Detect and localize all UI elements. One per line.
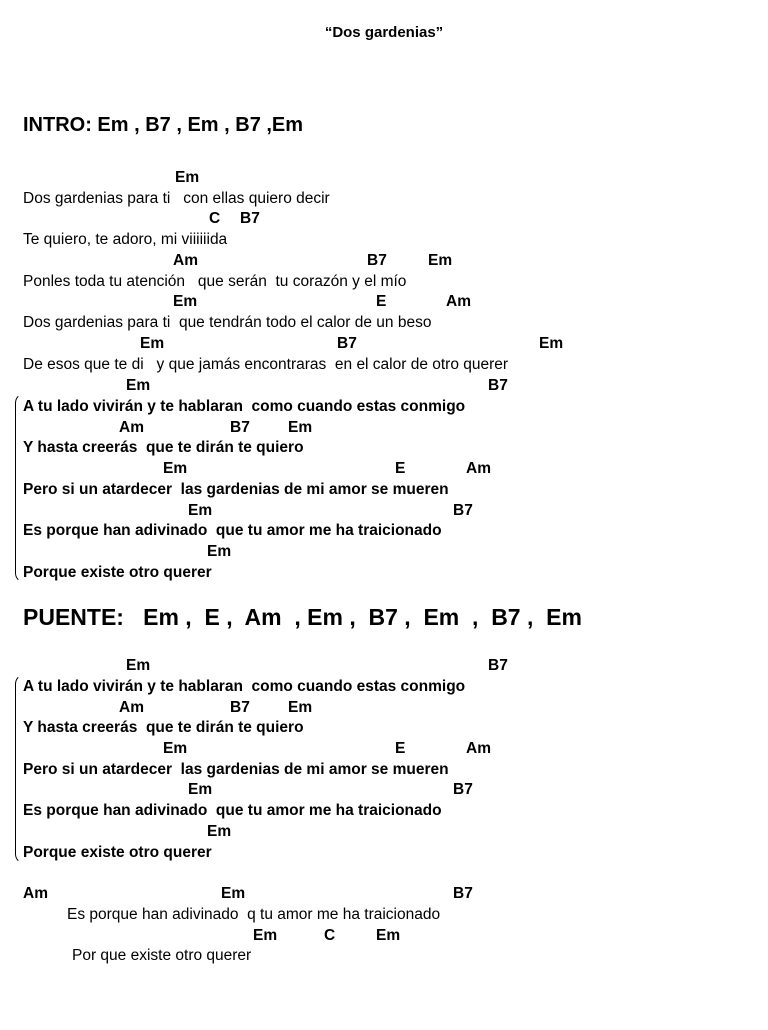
chord-line [0, 779, 768, 800]
chord-line [0, 925, 768, 946]
chord: Am [119, 699, 144, 716]
chord: Em [288, 699, 313, 716]
chord-line [0, 541, 768, 562]
chord-line [0, 883, 768, 904]
lyric-line [0, 520, 768, 541]
chord: B7 [488, 377, 508, 394]
chord: B7 [230, 419, 250, 436]
chord: Em [376, 927, 401, 944]
chord-line [0, 333, 768, 354]
chord: B7 [230, 699, 250, 716]
lyric-line [0, 676, 768, 697]
chord: B7 [240, 210, 260, 227]
lyric-line [0, 759, 768, 780]
chord: Em [253, 927, 278, 944]
chord: Em [126, 657, 151, 674]
lyric-text: Pero si un atardecer las gardenias de mi amor se mueren [23, 761, 449, 778]
chord: Em [126, 377, 151, 394]
lyric-text: A tu lado vivirán y te hablaran como cuando estas conmigo [23, 398, 466, 415]
chord: Em [288, 419, 313, 436]
chord-line [0, 697, 768, 718]
lyric-text: Por que existe otro querer [72, 947, 252, 964]
lyric-line [0, 396, 768, 417]
chord: E [395, 460, 406, 477]
chord: Em [140, 335, 165, 352]
lyric-line [0, 271, 768, 292]
chord: B7 [367, 252, 387, 269]
lyric-line [0, 945, 768, 966]
lyric-line [0, 188, 768, 209]
chord: Em [207, 823, 232, 840]
lyric-text: Pero si un atardecer las gardenias de mi amor se mueren [23, 481, 449, 498]
chord-line [0, 500, 768, 521]
lyric-text: De esos que te di y que jamás encontraras en el calor de otro querer [23, 356, 509, 373]
chord: Em [163, 460, 188, 477]
chord: B7 [453, 502, 473, 519]
chord-line [0, 375, 768, 396]
lyric-line [0, 562, 768, 583]
lyric-text: Es porque han adivinado q tu amor me ha traicionado [67, 906, 441, 923]
lyric-text: Y hasta creerás que te dirán te quiero [23, 439, 304, 456]
lyric-line [0, 229, 768, 250]
chord: Em [188, 502, 213, 519]
chord: E [376, 293, 387, 310]
intro-heading: INTRO: Em , B7 , Em , B7 ,Em [23, 114, 304, 136]
lyric-line [0, 842, 768, 863]
chord: B7 [453, 781, 473, 798]
chord: Am [119, 419, 144, 436]
puente-heading: PUENTE: Em , E , Am , Em , B7 , Em , B7 , Em [23, 604, 582, 630]
lyric-text: A tu lado vivirán y te hablaran como cuando estas conmigo [23, 678, 466, 695]
chord: Em [173, 293, 198, 310]
lyric-text: Es porque han adivinado que tu amor me ha traicionado [23, 802, 442, 819]
chord-line [0, 655, 768, 676]
chord: Em [539, 335, 564, 352]
lyric-line [0, 312, 768, 333]
chord: Em [428, 252, 453, 269]
chord: Am [466, 740, 491, 757]
chord: C [209, 210, 221, 227]
song-title: “Dos gardenias” [324, 24, 444, 41]
chord-line [0, 458, 768, 479]
chord: B7 [453, 885, 473, 902]
chord: Em [188, 781, 213, 798]
chord-line [0, 250, 768, 271]
chord-line [0, 208, 768, 229]
chord: Em [221, 885, 246, 902]
lyric-text: Porque existe otro querer [23, 844, 212, 861]
lyric-line [0, 437, 768, 458]
lyric-text: Dos gardenias para ti que tendrán todo el calor de un beso [23, 314, 432, 331]
chord-line [0, 167, 768, 188]
chord: Am [23, 885, 48, 902]
chord: Em [207, 543, 232, 560]
lyric-line [0, 479, 768, 500]
chord: C [324, 927, 336, 944]
lyric-text: Dos gardenias para ti con ellas quiero decir [23, 190, 330, 207]
chord: Am [446, 293, 471, 310]
chord-line [0, 738, 768, 759]
lyric-text: Te quiero, te adoro, mi viiiiiida [23, 231, 228, 248]
lyric-text: Ponles toda tu atención que serán tu corazón y el mío [23, 273, 407, 290]
lyric-line [0, 800, 768, 821]
chord-line [0, 291, 768, 312]
chord: Em [163, 740, 188, 757]
chord: B7 [337, 335, 357, 352]
chord: Am [466, 460, 491, 477]
chord: B7 [488, 657, 508, 674]
chord: Em [175, 169, 200, 186]
lyric-line [0, 904, 768, 925]
chord-line [0, 821, 768, 842]
lyric-text: Es porque han adivinado que tu amor me ha traicionado [23, 522, 442, 539]
chord: Am [173, 252, 198, 269]
lyric-text: Y hasta creerás que te dirán te quiero [23, 719, 304, 736]
lyric-text: Porque existe otro querer [23, 564, 212, 581]
chord: E [395, 740, 406, 757]
chord-line [0, 417, 768, 438]
lyric-line [0, 354, 768, 375]
lyric-line [0, 717, 768, 738]
